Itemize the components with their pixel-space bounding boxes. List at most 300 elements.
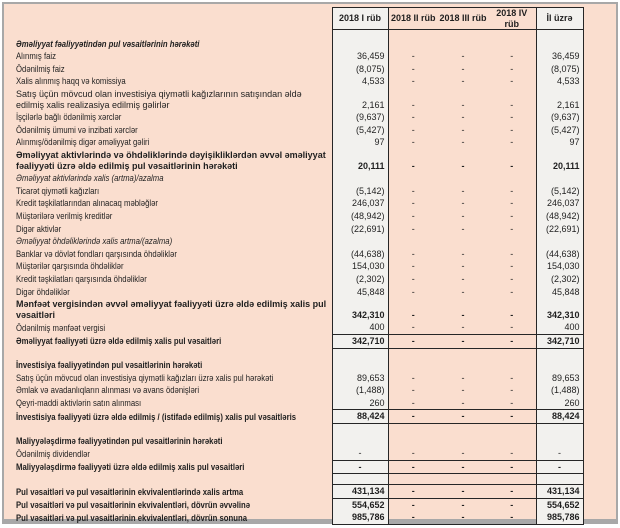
value-cell: - — [411, 385, 415, 396]
value-cell: - — [510, 137, 514, 148]
column-header-2018-q4: 2018 IV rüb — [488, 8, 536, 30]
value-cell: 260 — [332, 397, 388, 410]
value-cell — [488, 348, 536, 359]
value-cell: - — [510, 309, 514, 320]
value-cell: (5,427) — [536, 124, 583, 137]
row-label-text: İnvestisiya fəaliyyətindən pul vəsaitlərinin hərəkəti — [16, 360, 203, 371]
row-label-text: Əməliyyat aktivlərində xalis (artma)/azalma — [16, 173, 164, 184]
column-header-2018-q1: 2018 I rüb — [332, 8, 388, 30]
value-cell: - — [510, 160, 514, 171]
value-cell: (48,942) — [332, 210, 388, 223]
value-cell: - — [488, 485, 536, 499]
row-label — [12, 197, 332, 210]
value-cell: - — [461, 248, 465, 259]
value-cell: - — [461, 499, 465, 510]
value-cell — [536, 30, 583, 51]
right-margin-cell — [583, 124, 612, 137]
value-cell: - — [461, 448, 465, 459]
row-label — [12, 384, 332, 397]
row-label — [12, 273, 332, 286]
value-cell: 89,653 — [332, 372, 388, 385]
value-cell: - — [510, 385, 514, 396]
row-label-text: Kredit təşkilatları qarşısında öhdəliklər — [16, 273, 147, 284]
value-cell: 89,653 — [536, 372, 583, 385]
value-cell: - — [461, 160, 465, 171]
row-label — [12, 30, 332, 51]
value-cell — [388, 235, 438, 248]
value-cell: - — [461, 76, 465, 87]
table-row — [12, 359, 612, 372]
value-cell: 554,652 — [332, 498, 388, 511]
row-label-text: Əməliyyat öhdəliklərində xalis artma/(azalma) — [16, 236, 173, 247]
value-cell: - — [332, 447, 388, 460]
row-label — [12, 511, 332, 524]
row-label — [12, 410, 332, 424]
value-cell: - — [411, 76, 415, 87]
value-cell: 4,533 — [536, 75, 583, 88]
row-label-text: Ödənilmiş dividendlər — [16, 448, 91, 459]
value-cell: 431,134 — [536, 485, 583, 499]
header-label-spacer — [12, 8, 332, 30]
value-cell — [332, 474, 388, 485]
value-cell: 260 — [536, 397, 583, 410]
table-row — [12, 260, 612, 273]
value-cell: - — [411, 499, 415, 510]
table-row — [12, 321, 612, 334]
value-cell: - — [488, 460, 536, 474]
table-row — [12, 485, 612, 499]
right-margin-cell — [583, 460, 612, 474]
row-label — [12, 286, 332, 299]
row-label — [12, 348, 332, 359]
value-cell: - — [388, 334, 438, 348]
value-cell: 97 — [332, 136, 388, 149]
right-margin-cell — [583, 30, 612, 51]
table-row — [12, 334, 612, 348]
right-margin-cell — [583, 424, 612, 435]
row-label-text: Əməliyyat aktivlərində və öhdəliklərində dəyişikliklərdən əvvəl əməliyyat fəaliyyəti üzrə əldə edilmiş pul vəsaitlərinin hərəkəti — [16, 150, 326, 171]
table-row — [12, 111, 612, 124]
value-cell — [536, 235, 583, 248]
table-row — [12, 286, 612, 299]
table-row — [12, 210, 612, 223]
value-cell: - — [510, 51, 514, 62]
value-cell: - — [510, 273, 514, 284]
value-cell: 20,111 — [332, 149, 388, 172]
value-cell: 2,161 — [536, 88, 583, 111]
value-cell: - — [461, 397, 465, 408]
table-row — [12, 197, 612, 210]
row-label — [12, 321, 332, 334]
value-cell: (48,942) — [536, 210, 583, 223]
value-cell: 88,424 — [536, 410, 583, 424]
value-cell: - — [438, 460, 488, 474]
right-margin-cell — [583, 298, 612, 321]
table-row — [12, 235, 612, 248]
value-cell — [488, 30, 536, 51]
right-margin-cell — [583, 210, 612, 223]
value-cell: (22,691) — [332, 223, 388, 236]
row-label — [12, 435, 332, 448]
value-cell — [388, 172, 438, 185]
value-cell: - — [510, 372, 514, 383]
right-margin-cell — [583, 334, 612, 348]
value-cell: (2,302) — [332, 273, 388, 286]
value-cell: 4,533 — [332, 75, 388, 88]
spacer-row — [12, 474, 612, 485]
value-cell: 20,111 — [536, 149, 583, 172]
column-header-2018-q2: 2018 II rüb — [388, 8, 438, 30]
value-cell: - — [510, 322, 514, 333]
value-cell: (5,142) — [536, 185, 583, 198]
row-label-text: İnvestisiya fəaliyyəti üzrə əldə edilmiş / (istifadə edilmiş) xalis pul vəsaitləris — [16, 411, 297, 422]
value-cell — [536, 424, 583, 435]
value-cell: - — [411, 112, 415, 123]
value-cell: - — [461, 185, 465, 196]
value-cell: - — [411, 137, 415, 148]
value-cell: - — [461, 273, 465, 284]
value-cell: - — [510, 63, 514, 74]
table-row — [12, 223, 612, 236]
row-label-text: Pul vəsaitləri və pul vəsaitlərinin ekvivalentləri, dövrün əvvəlinə — [16, 499, 251, 510]
value-cell: - — [411, 51, 415, 62]
row-label — [12, 75, 332, 88]
value-cell — [438, 348, 488, 359]
right-margin-cell — [583, 197, 612, 210]
value-cell: - — [461, 198, 465, 209]
row-label — [12, 63, 332, 76]
right-margin-cell — [583, 136, 612, 149]
table-row — [12, 372, 612, 385]
value-cell: (1,488) — [332, 384, 388, 397]
value-cell — [438, 172, 488, 185]
value-cell — [388, 30, 438, 51]
right-margin-cell — [583, 359, 612, 372]
table-row — [12, 136, 612, 149]
value-cell: - — [411, 185, 415, 196]
row-label — [12, 50, 332, 63]
value-cell: - — [461, 99, 465, 110]
right-margin-cell — [583, 397, 612, 410]
spacer-row — [12, 424, 612, 435]
right-margin-cell — [583, 384, 612, 397]
value-cell: (44,638) — [536, 248, 583, 261]
value-cell: - — [461, 385, 465, 396]
value-cell: 342,310 — [536, 298, 583, 321]
value-cell: - — [411, 198, 415, 209]
table-row — [12, 397, 612, 410]
value-cell: 154,030 — [536, 260, 583, 273]
table-row — [12, 185, 612, 198]
right-margin-cell — [583, 348, 612, 359]
value-cell: 400 — [536, 321, 583, 334]
right-margin-cell — [583, 63, 612, 76]
right-margin-cell — [583, 111, 612, 124]
value-cell: - — [510, 124, 514, 135]
value-cell — [438, 424, 488, 435]
value-cell — [438, 474, 488, 485]
table-row — [12, 149, 612, 172]
cash-flow-statement-panel — [2, 2, 618, 524]
column-header-2018-q3: 2018 III rüb — [438, 8, 488, 30]
row-label — [12, 298, 332, 321]
right-margin-cell — [583, 50, 612, 63]
row-label — [12, 223, 332, 236]
value-cell: - — [388, 460, 438, 474]
value-cell: (9,637) — [332, 111, 388, 124]
right-margin-cell — [583, 372, 612, 385]
value-cell: - — [510, 76, 514, 87]
row-label-text: Ödənilmiş faiz — [16, 63, 65, 74]
value-cell: (22,691) — [536, 223, 583, 236]
value-cell — [536, 435, 583, 448]
value-cell — [388, 359, 438, 372]
right-margin-cell — [583, 498, 612, 511]
value-cell: - — [332, 460, 388, 474]
header-row — [12, 8, 612, 30]
value-cell — [332, 435, 388, 448]
table-row — [12, 273, 612, 286]
row-label-text: Satış üçün mövcud olan investisiya qiymətli kağızlarının satışından əldə edilmiş xalis realizasiya edilmiş gəlirlər — [16, 89, 302, 110]
value-cell: - — [411, 223, 415, 234]
value-cell: - — [388, 511, 438, 524]
value-cell: 45,848 — [332, 286, 388, 299]
value-cell: (5,142) — [332, 185, 388, 198]
table-row — [12, 384, 612, 397]
row-label — [12, 359, 332, 372]
value-cell: - — [510, 112, 514, 123]
right-margin-cell — [583, 273, 612, 286]
right-margin-cell — [583, 75, 612, 88]
value-cell: 246,037 — [332, 197, 388, 210]
value-cell: - — [411, 286, 415, 297]
value-cell: - — [510, 248, 514, 259]
value-cell: (8,075) — [332, 63, 388, 76]
value-cell — [438, 435, 488, 448]
value-cell — [536, 474, 583, 485]
row-label — [12, 498, 332, 511]
right-margin-cell — [583, 485, 612, 499]
row-label-text: Mənfəət vergisindən əvvəl əməliyyat fəaliyyəti üzrə əldə edilmiş xalis pul vəsaitləri — [16, 299, 327, 320]
table-row — [12, 88, 612, 111]
value-cell: - — [411, 397, 415, 408]
spacer-row — [12, 348, 612, 359]
row-label-text: Banklar və dövlət fondları qarşısında öhdəliklər — [16, 248, 177, 259]
row-label — [12, 485, 332, 499]
value-cell: - — [411, 99, 415, 110]
row-label — [12, 149, 332, 172]
row-label — [12, 88, 332, 111]
value-cell: (44,638) — [332, 248, 388, 261]
value-cell — [332, 424, 388, 435]
row-label — [12, 111, 332, 124]
row-label — [12, 172, 332, 185]
value-cell — [332, 30, 388, 51]
value-cell — [488, 424, 536, 435]
value-cell — [536, 172, 583, 185]
value-cell — [438, 30, 488, 51]
value-cell: - — [510, 499, 514, 510]
value-cell — [332, 235, 388, 248]
row-label-text: Digər aktivlər — [16, 223, 62, 234]
table-row — [12, 75, 612, 88]
value-cell — [332, 359, 388, 372]
row-label — [12, 136, 332, 149]
right-margin-cell — [583, 248, 612, 261]
value-cell: - — [461, 372, 465, 383]
right-margin-cell — [583, 185, 612, 198]
value-cell: 342,310 — [332, 298, 388, 321]
value-cell: - — [510, 261, 514, 272]
value-cell: - — [411, 309, 415, 320]
value-cell: 246,037 — [536, 197, 583, 210]
value-cell: - — [510, 99, 514, 110]
value-cell: - — [438, 485, 488, 499]
value-cell: - — [411, 273, 415, 284]
table-row — [12, 124, 612, 137]
value-cell: (9,637) — [536, 111, 583, 124]
value-cell: - — [388, 485, 438, 499]
value-cell: - — [438, 410, 488, 424]
value-cell: 400 — [332, 321, 388, 334]
value-cell: - — [461, 261, 465, 272]
row-label-text: Müştərilərə verilmiş kreditlər — [16, 211, 113, 221]
value-cell: - — [438, 511, 488, 524]
row-label-text: Əməliyyat fəaliyyətindən pul vəsaitlərinin hərəkəti — [16, 38, 200, 49]
value-cell: 342,710 — [536, 334, 583, 348]
value-cell: - — [411, 322, 415, 333]
right-margin-cell — [583, 447, 612, 460]
row-label — [12, 185, 332, 198]
row-label — [12, 210, 332, 223]
row-label-text: Maliyyələşdirmə fəaliyyəti üzrə əldə edilmiş xalis pul vəsaitləri — [16, 462, 245, 473]
value-cell: - — [411, 448, 415, 459]
value-cell — [388, 424, 438, 435]
value-cell: - — [461, 309, 465, 320]
value-cell: - — [536, 447, 583, 460]
value-cell — [388, 348, 438, 359]
table-row — [12, 30, 612, 51]
value-cell: - — [488, 334, 536, 348]
table-row — [12, 50, 612, 63]
row-label-text: Ödənilmiş ümumi və inzibati xərclər — [16, 124, 138, 135]
value-cell: 554,652 — [536, 498, 583, 511]
value-cell — [438, 235, 488, 248]
row-label — [12, 460, 332, 474]
value-cell: 88,424 — [332, 410, 388, 424]
row-label-text: Qeyri-maddi aktivlərin satın alınması — [16, 398, 142, 409]
row-label — [12, 447, 332, 460]
value-cell: 431,134 — [332, 485, 388, 499]
right-margin-cell — [583, 286, 612, 299]
row-label — [12, 424, 332, 435]
row-label-text: Əməliyyat fəaliyyəti üzrə əldə edilmiş xalis pul vəsaitləri — [16, 336, 222, 347]
value-cell: - — [461, 63, 465, 74]
table-row — [12, 435, 612, 448]
right-margin-cell — [583, 435, 612, 448]
row-label — [12, 124, 332, 137]
row-label-text: Alınmış faiz — [16, 51, 57, 62]
row-label — [12, 474, 332, 485]
right-margin-cell — [583, 172, 612, 185]
value-cell: - — [411, 211, 415, 221]
value-cell: (1,488) — [536, 384, 583, 397]
row-label-text: Ticarət qiymətli kağızları — [16, 185, 100, 196]
value-cell — [488, 435, 536, 448]
table-row — [12, 298, 612, 321]
value-cell: - — [411, 248, 415, 259]
row-label-text: Kredit təşkilatlarından alınacaq məbləğlər — [16, 198, 158, 209]
value-cell: - — [461, 286, 465, 297]
value-cell: - — [510, 223, 514, 234]
value-cell — [388, 435, 438, 448]
right-margin-cell — [583, 88, 612, 111]
row-label — [12, 235, 332, 248]
value-cell: 985,786 — [332, 511, 388, 524]
table-row — [12, 248, 612, 261]
right-margin-cell — [583, 474, 612, 485]
column-header-year-total: İl üzrə — [536, 8, 583, 30]
value-cell: - — [536, 460, 583, 474]
value-cell: - — [411, 63, 415, 74]
row-label — [12, 334, 332, 348]
value-cell: - — [510, 397, 514, 408]
row-label — [12, 260, 332, 273]
table-row — [12, 460, 612, 474]
right-margin-cell — [583, 235, 612, 248]
value-cell: 97 — [536, 136, 583, 149]
row-label-text: Müştərilər qarşısında öhdəliklər — [16, 261, 124, 272]
value-cell — [488, 474, 536, 485]
row-label-text: İşçilərlə bağlı ödənilmiş xərclər — [16, 112, 122, 123]
value-cell: - — [510, 198, 514, 209]
value-cell: - — [461, 223, 465, 234]
value-cell: - — [510, 211, 514, 221]
value-cell: (5,427) — [332, 124, 388, 137]
value-cell — [332, 348, 388, 359]
header-right-margin — [583, 8, 612, 30]
table-row — [12, 410, 612, 424]
row-label-text: Maliyyələşdirmə fəaliyyətindən pul vəsaitlərinin hərəkəti — [16, 435, 223, 446]
row-label-text: Xalis alınmış haqq və komissiya — [16, 76, 126, 87]
row-label — [12, 397, 332, 410]
value-cell: (8,075) — [536, 63, 583, 76]
row-label — [12, 248, 332, 261]
row-label-text: Satış üçün mövcud olan investisiya qiymətli kağızları üzrə xalis pul hərəkəti — [16, 372, 274, 383]
value-cell: - — [388, 410, 438, 424]
value-cell — [488, 172, 536, 185]
value-cell — [488, 359, 536, 372]
row-label-text: Ödənilmiş mənfəət vergisi — [16, 322, 106, 333]
value-cell: - — [411, 124, 415, 135]
value-cell: (2,302) — [536, 273, 583, 286]
table-row — [12, 447, 612, 460]
value-cell: 36,459 — [332, 50, 388, 63]
value-cell — [488, 235, 536, 248]
value-cell: - — [488, 511, 536, 524]
right-margin-cell — [583, 223, 612, 236]
value-cell — [536, 348, 583, 359]
value-cell: - — [488, 410, 536, 424]
table-body — [12, 30, 612, 525]
value-cell: - — [510, 185, 514, 196]
table-row — [12, 172, 612, 185]
value-cell: - — [461, 322, 465, 333]
value-cell: - — [461, 51, 465, 62]
value-cell: - — [461, 124, 465, 135]
right-margin-cell — [583, 511, 612, 524]
value-cell — [332, 172, 388, 185]
